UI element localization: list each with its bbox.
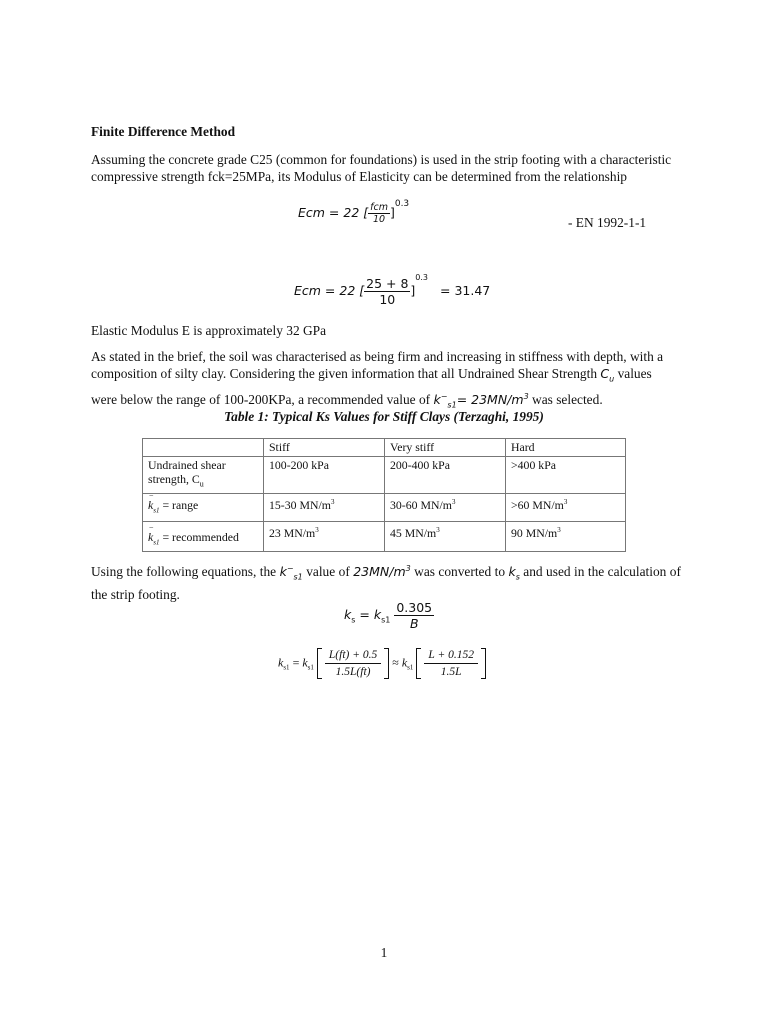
- unit-exponent: 3: [330, 498, 335, 507]
- eq3-fraction: [394, 600, 434, 631]
- para4-part3: was converted to: [414, 564, 506, 580]
- cell-value: 30-60 MN/m: [390, 498, 452, 513]
- unit-exponent: 3: [557, 526, 561, 535]
- eq4-lhs-subscript: s1: [283, 663, 290, 672]
- k-letter: k: [433, 391, 441, 407]
- eq4-bracket-2: [416, 648, 486, 679]
- row-label: [143, 522, 264, 552]
- para4-part2: value of: [306, 564, 350, 580]
- value-exponent: 3: [405, 564, 411, 573]
- table-cell: 100-200 kPa: [264, 457, 385, 494]
- eq4-numerator-1: L(ft) + 0.5: [325, 649, 381, 664]
- unit-exponent: 3: [563, 498, 568, 507]
- ks-formula: [344, 600, 434, 631]
- value-text: 23MN/m: [353, 564, 406, 580]
- eq2-fraction: [364, 276, 410, 307]
- eq4-lhs: k: [278, 655, 284, 670]
- row-label-text: = recommended: [162, 530, 239, 544]
- eq3-rhs-subscript: s1: [381, 615, 391, 625]
- eq2-lhs: Ecm = 22 [: [294, 283, 365, 298]
- eurocode-reference: - EN 1992-1-1: [568, 215, 647, 230]
- eq4-k: k: [401, 655, 408, 670]
- k-bar: −: [440, 391, 448, 401]
- eq4-k: k: [302, 655, 308, 670]
- eq4-k-subscript: s1: [307, 663, 314, 672]
- eq2-result: = 31.47: [440, 283, 491, 298]
- eq2-denominator: 10: [379, 292, 396, 307]
- cu-letter: C: [600, 366, 610, 381]
- k-subscript: s1: [447, 400, 457, 410]
- eq4-approx: ≈: [392, 655, 399, 670]
- table-cell: [264, 522, 385, 552]
- ks-values-table: [142, 438, 626, 552]
- intro-paragraph: Assuming the concrete grade C25 (common for foundations) is used in the strip footing with a characteristic compressive strength fck=25MPa, its Modulus of Elasticity can be determined from the relationship: [91, 152, 672, 184]
- k-bar-inline: $k^-_{s1}$: [279, 564, 303, 582]
- table-cell: [506, 494, 626, 522]
- row-label-text: = range: [162, 497, 199, 512]
- k-subscript: s1: [153, 506, 160, 515]
- section-heading: Finite Difference Method: [91, 124, 236, 139]
- eq4-bracket-1: [317, 648, 389, 679]
- table-cell: [506, 522, 626, 552]
- ecm-calculation: [294, 272, 534, 316]
- eq2-close: ]: [410, 283, 416, 298]
- para3-part1: As stated in the brief, the soil was characterised as being firm and increasing in stiffness with depth, with a composition of silty clay. Considering the given information that all Undrained Shear Strength: [91, 349, 664, 381]
- para3-part3: was selected.: [532, 391, 603, 407]
- page-number: 1: [380, 945, 388, 960]
- table-cell: [385, 522, 506, 552]
- eq4-denominator-2: 1.5L: [440, 666, 462, 678]
- eq4-fraction-2: [424, 649, 478, 678]
- elastic-modulus-statement: Elastic Modulus E is approximately 32 GPa: [91, 323, 327, 338]
- ks1-conversion-formula: [278, 648, 486, 679]
- row-label-text: Undrained shear strength, C: [148, 458, 226, 486]
- eq3-equals-k: = k: [359, 607, 382, 622]
- para3-part2: values were below the range of 100-200KPa, a recommended value of: [91, 366, 652, 407]
- cell-value: >60 MN/m: [511, 498, 564, 513]
- unit-exponent: 3: [315, 526, 319, 535]
- k-bar-symbol: − $k_{s1}$: [148, 490, 160, 515]
- soil-paragraph: [91, 348, 681, 413]
- eq1-lhs: Ecm = 22 [: [298, 205, 369, 220]
- cell-value: 15-30 MN/m: [269, 498, 331, 513]
- eq1-fraction: [368, 202, 390, 225]
- ks-inline: [508, 564, 520, 582]
- table-cell: 200-400 kPa: [385, 457, 506, 494]
- eq1-denominator: 10: [372, 214, 386, 225]
- eq1-close: ]: [389, 205, 395, 220]
- table-cell: >400 kPa: [506, 457, 626, 494]
- eq3-denominator: B: [409, 616, 419, 631]
- eq4-fraction-1: [325, 649, 381, 678]
- header-cell: [143, 439, 264, 457]
- eq1-numerator: fcm: [370, 202, 388, 213]
- unit-exponent: 3: [436, 526, 440, 535]
- eq3-lhs-subscript: s: [351, 615, 356, 625]
- k-value: [433, 391, 529, 410]
- table-caption: Table 1: Typical Ks Values for Stiff Clays (Terzaghi, 1995): [224, 409, 544, 424]
- cell-value: 45 MN/m: [390, 526, 437, 541]
- row-label: [143, 490, 264, 522]
- cu-symbol: [600, 366, 615, 384]
- k-letter: k: [148, 530, 154, 544]
- eq1-exponent: 0.3: [394, 198, 410, 209]
- eq4-numerator-2: L + 0.152: [424, 649, 478, 664]
- cell-value: 23 MN/m: [269, 526, 316, 541]
- table-header-row: [143, 439, 626, 457]
- table-row: [143, 522, 626, 552]
- cu-subscript: u: [609, 374, 615, 384]
- table-row: [143, 494, 626, 522]
- para4-part4: and used in the calculation of the strip footing.: [91, 564, 681, 602]
- eq3-lhs: k: [344, 607, 352, 622]
- k-subscript: s1: [153, 538, 160, 547]
- eq4-k-subscript: s1: [407, 663, 414, 672]
- ks-letter: k: [508, 564, 516, 580]
- eq2-exponent: 0.3: [415, 272, 429, 282]
- k-equals: = 23MN/m: [456, 391, 524, 407]
- eq3-numerator: 0.305: [396, 600, 433, 615]
- table-cell: [264, 494, 385, 522]
- value-inline: [353, 564, 411, 579]
- cell-value: 90 MN/m: [511, 526, 558, 541]
- k-letter: k: [148, 497, 154, 512]
- unit-exponent: 3: [451, 498, 456, 507]
- header-cell: Hard: [506, 439, 626, 457]
- k-subscript: s1: [293, 572, 303, 582]
- table-row: [143, 457, 626, 494]
- para4-part1: Using the following equations, the: [91, 564, 277, 580]
- k-bar-symbol: − $k_{s1}$: [148, 523, 160, 547]
- eq4-denominator-1: 1.5L(ft): [335, 666, 371, 678]
- row-label: [143, 457, 264, 494]
- conversion-paragraph: [91, 560, 681, 603]
- header-cell: Stiff: [264, 439, 385, 457]
- k-exponent: 3: [523, 391, 529, 401]
- table-cell: [385, 494, 506, 522]
- eq2-numerator: 25 + 8: [366, 276, 409, 291]
- header-cell: Very stiff: [385, 439, 506, 457]
- k-letter: k: [279, 564, 287, 580]
- eq4-equals: =: [292, 655, 300, 670]
- ks-subscript: s: [515, 572, 520, 582]
- row-label-subscript: u: [199, 479, 204, 489]
